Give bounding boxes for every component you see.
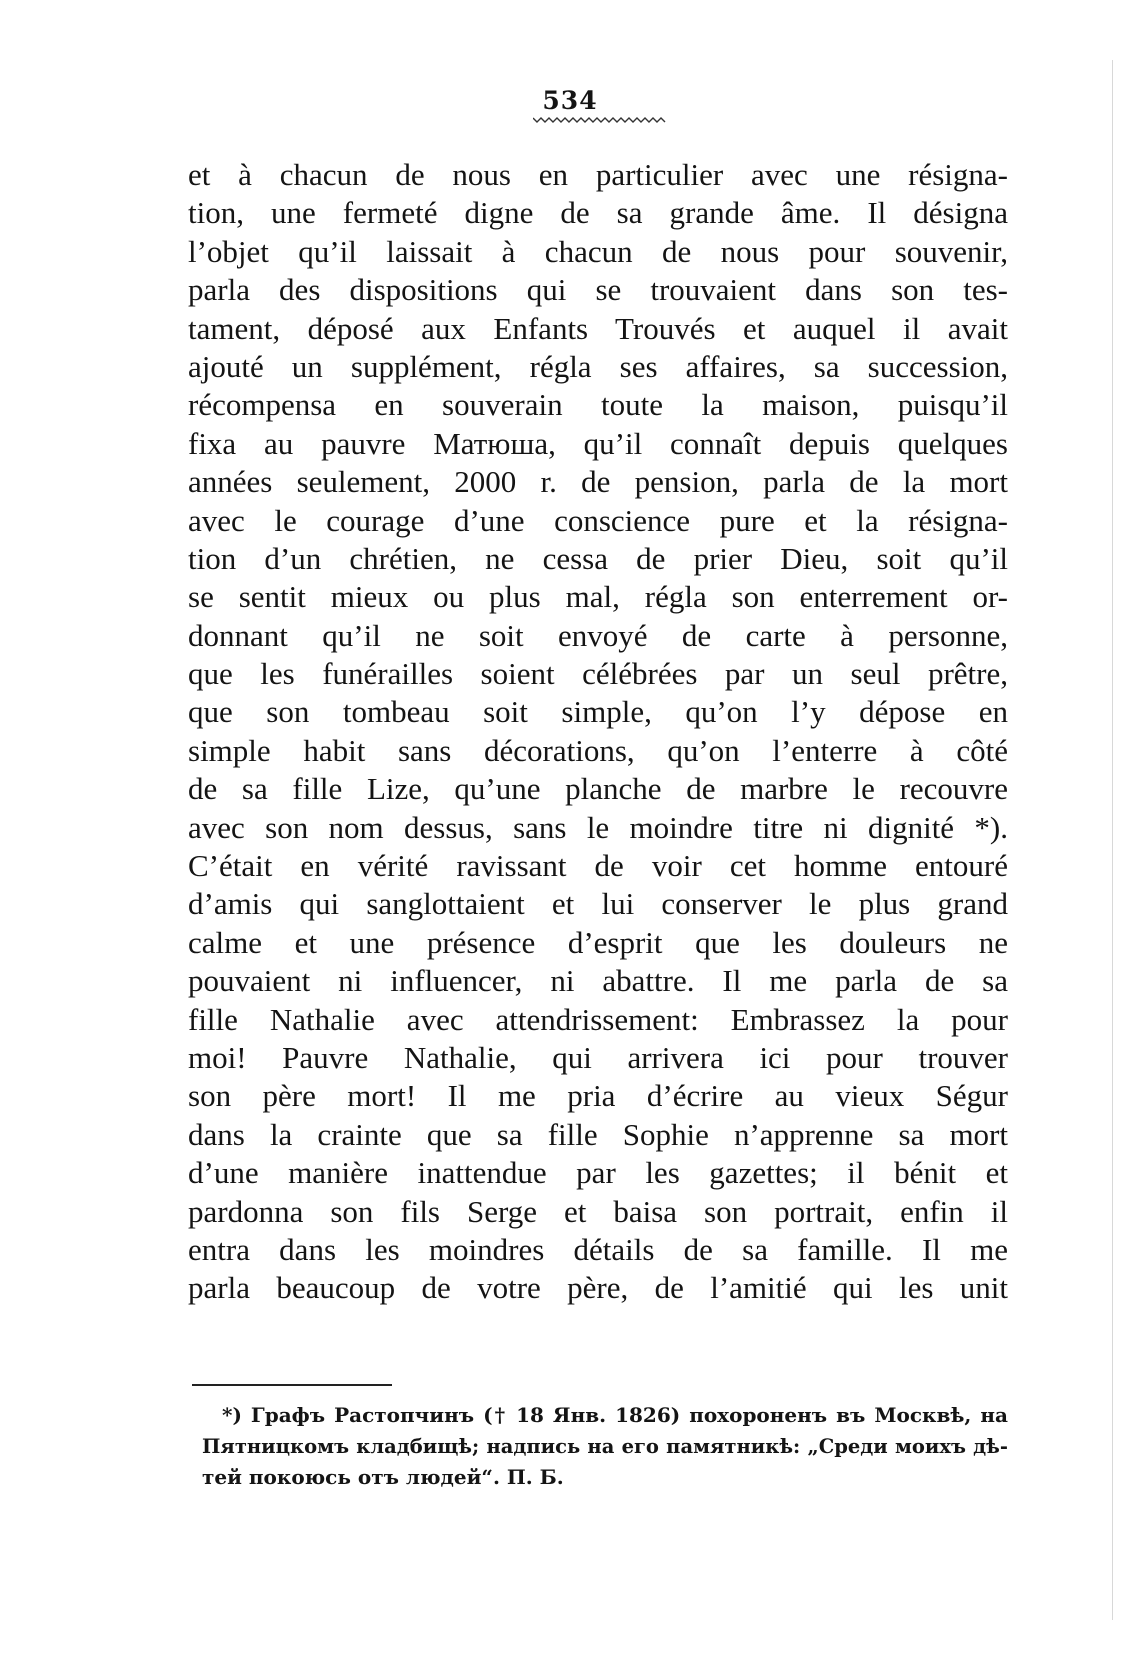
- text-line: donnant qu’il ne soit envoyé de carte à personne,: [188, 617, 1008, 653]
- text-line: d’amis qui sanglottaient et lui conserver le plus grand: [188, 886, 1008, 922]
- text-line: son père mort! Il me pria d’écrire au vieux Ségur: [188, 1078, 1008, 1114]
- text-line: parla des dispositions qui se trouvaient dans son tes-: [188, 272, 1008, 308]
- text-line: calme et une présence d’esprit que les douleurs ne: [188, 924, 1008, 960]
- text-line: l’objet qu’il laissait à chacun de nous pour souvenir,: [188, 233, 1008, 269]
- text-line: fille Nathalie avec attendrissement: Embrassez la pour: [188, 1001, 1008, 1037]
- text-line: d’une manière inattendue par les gazettes; il bénit et: [188, 1155, 1008, 1191]
- text-line: fixa au pauvre Матюша, qu’il connaît depuis quelques: [188, 425, 1008, 461]
- text-line: moi! Pauvre Nathalie, qui arrivera ici pour trouver: [188, 1039, 1008, 1075]
- text-line: récompensa en souverain toute la maison, puisqu’il: [188, 387, 1008, 423]
- footnote: [202, 1400, 1008, 1493]
- text-line: avec le courage d’une conscience pure et la résigna-: [188, 502, 1008, 538]
- text-line: entra dans les moindres détails de sa famille. Il me: [188, 1231, 1008, 1267]
- text-line: pouvaient ni influencer, ni abattre. Il me parla de sa: [188, 963, 1008, 999]
- text-line: avec son nom dessus, sans le moindre titre ni dignité *).: [188, 809, 1008, 845]
- footnote-divider: [192, 1384, 392, 1386]
- text-line: tament, déposé aux Enfants Trouvés et auquel il avait: [188, 310, 1008, 346]
- text-line: dans la crainte que sa fille Sophie n’apprenne sa mort: [188, 1116, 1008, 1152]
- footnote-line: Пятницкомъ кладбищѣ; надпись на его памятникѣ: „Среди моихъ дѣ-: [202, 1435, 1008, 1458]
- page-number: 534: [542, 86, 598, 115]
- text-line: et à chacun de nous en particulier avec une résigna-: [188, 157, 1008, 192]
- text-line: que son tombeau soit simple, qu’on l’y dépose en: [188, 694, 1008, 730]
- footnote-line: тей покоюсь отъ людей“. П. Б.: [202, 1465, 564, 1489]
- text-line: se sentit mieux ou plus mal, régla son enterrement or-: [188, 579, 1008, 615]
- text-line: tion d’un chrétien, ne cessa de prier Dieu, soit qu’il: [188, 540, 1008, 576]
- text-line: parla beaucoup de votre père, de l’amitié qui les unit: [188, 1270, 1008, 1306]
- footnote-line: *) Графъ Растопчинъ († 18 Янв. 1826) похороненъ въ Москвѣ, на: [222, 1403, 1008, 1427]
- text-line: C’était en vérité ravissant de voir cet homme entouré: [188, 848, 1008, 884]
- text-line: années seulement, 2000 r. de pension, parla de la mort: [188, 464, 1008, 500]
- text-line: de sa fille Lize, qu’une planche de marbre le recouvre: [188, 771, 1008, 807]
- page-edge-shadow: [1112, 60, 1113, 1620]
- body-text: [188, 156, 1008, 1308]
- text-line: que les funérailles soient célébrées par un seul prêtre,: [188, 656, 1008, 692]
- page-number-ornament: [533, 116, 667, 124]
- text-line: tion, une fermeté digne de sa grande âme. Il désigna: [188, 195, 1008, 231]
- text-line: pardonna son fils Serge et baisa son portrait, enfin il: [188, 1193, 1008, 1229]
- text-line: simple habit sans décorations, qu’on l’enterre à côté: [188, 732, 1008, 768]
- text-line: ajouté un supplément, régla ses affaires, sa succession,: [188, 348, 1008, 384]
